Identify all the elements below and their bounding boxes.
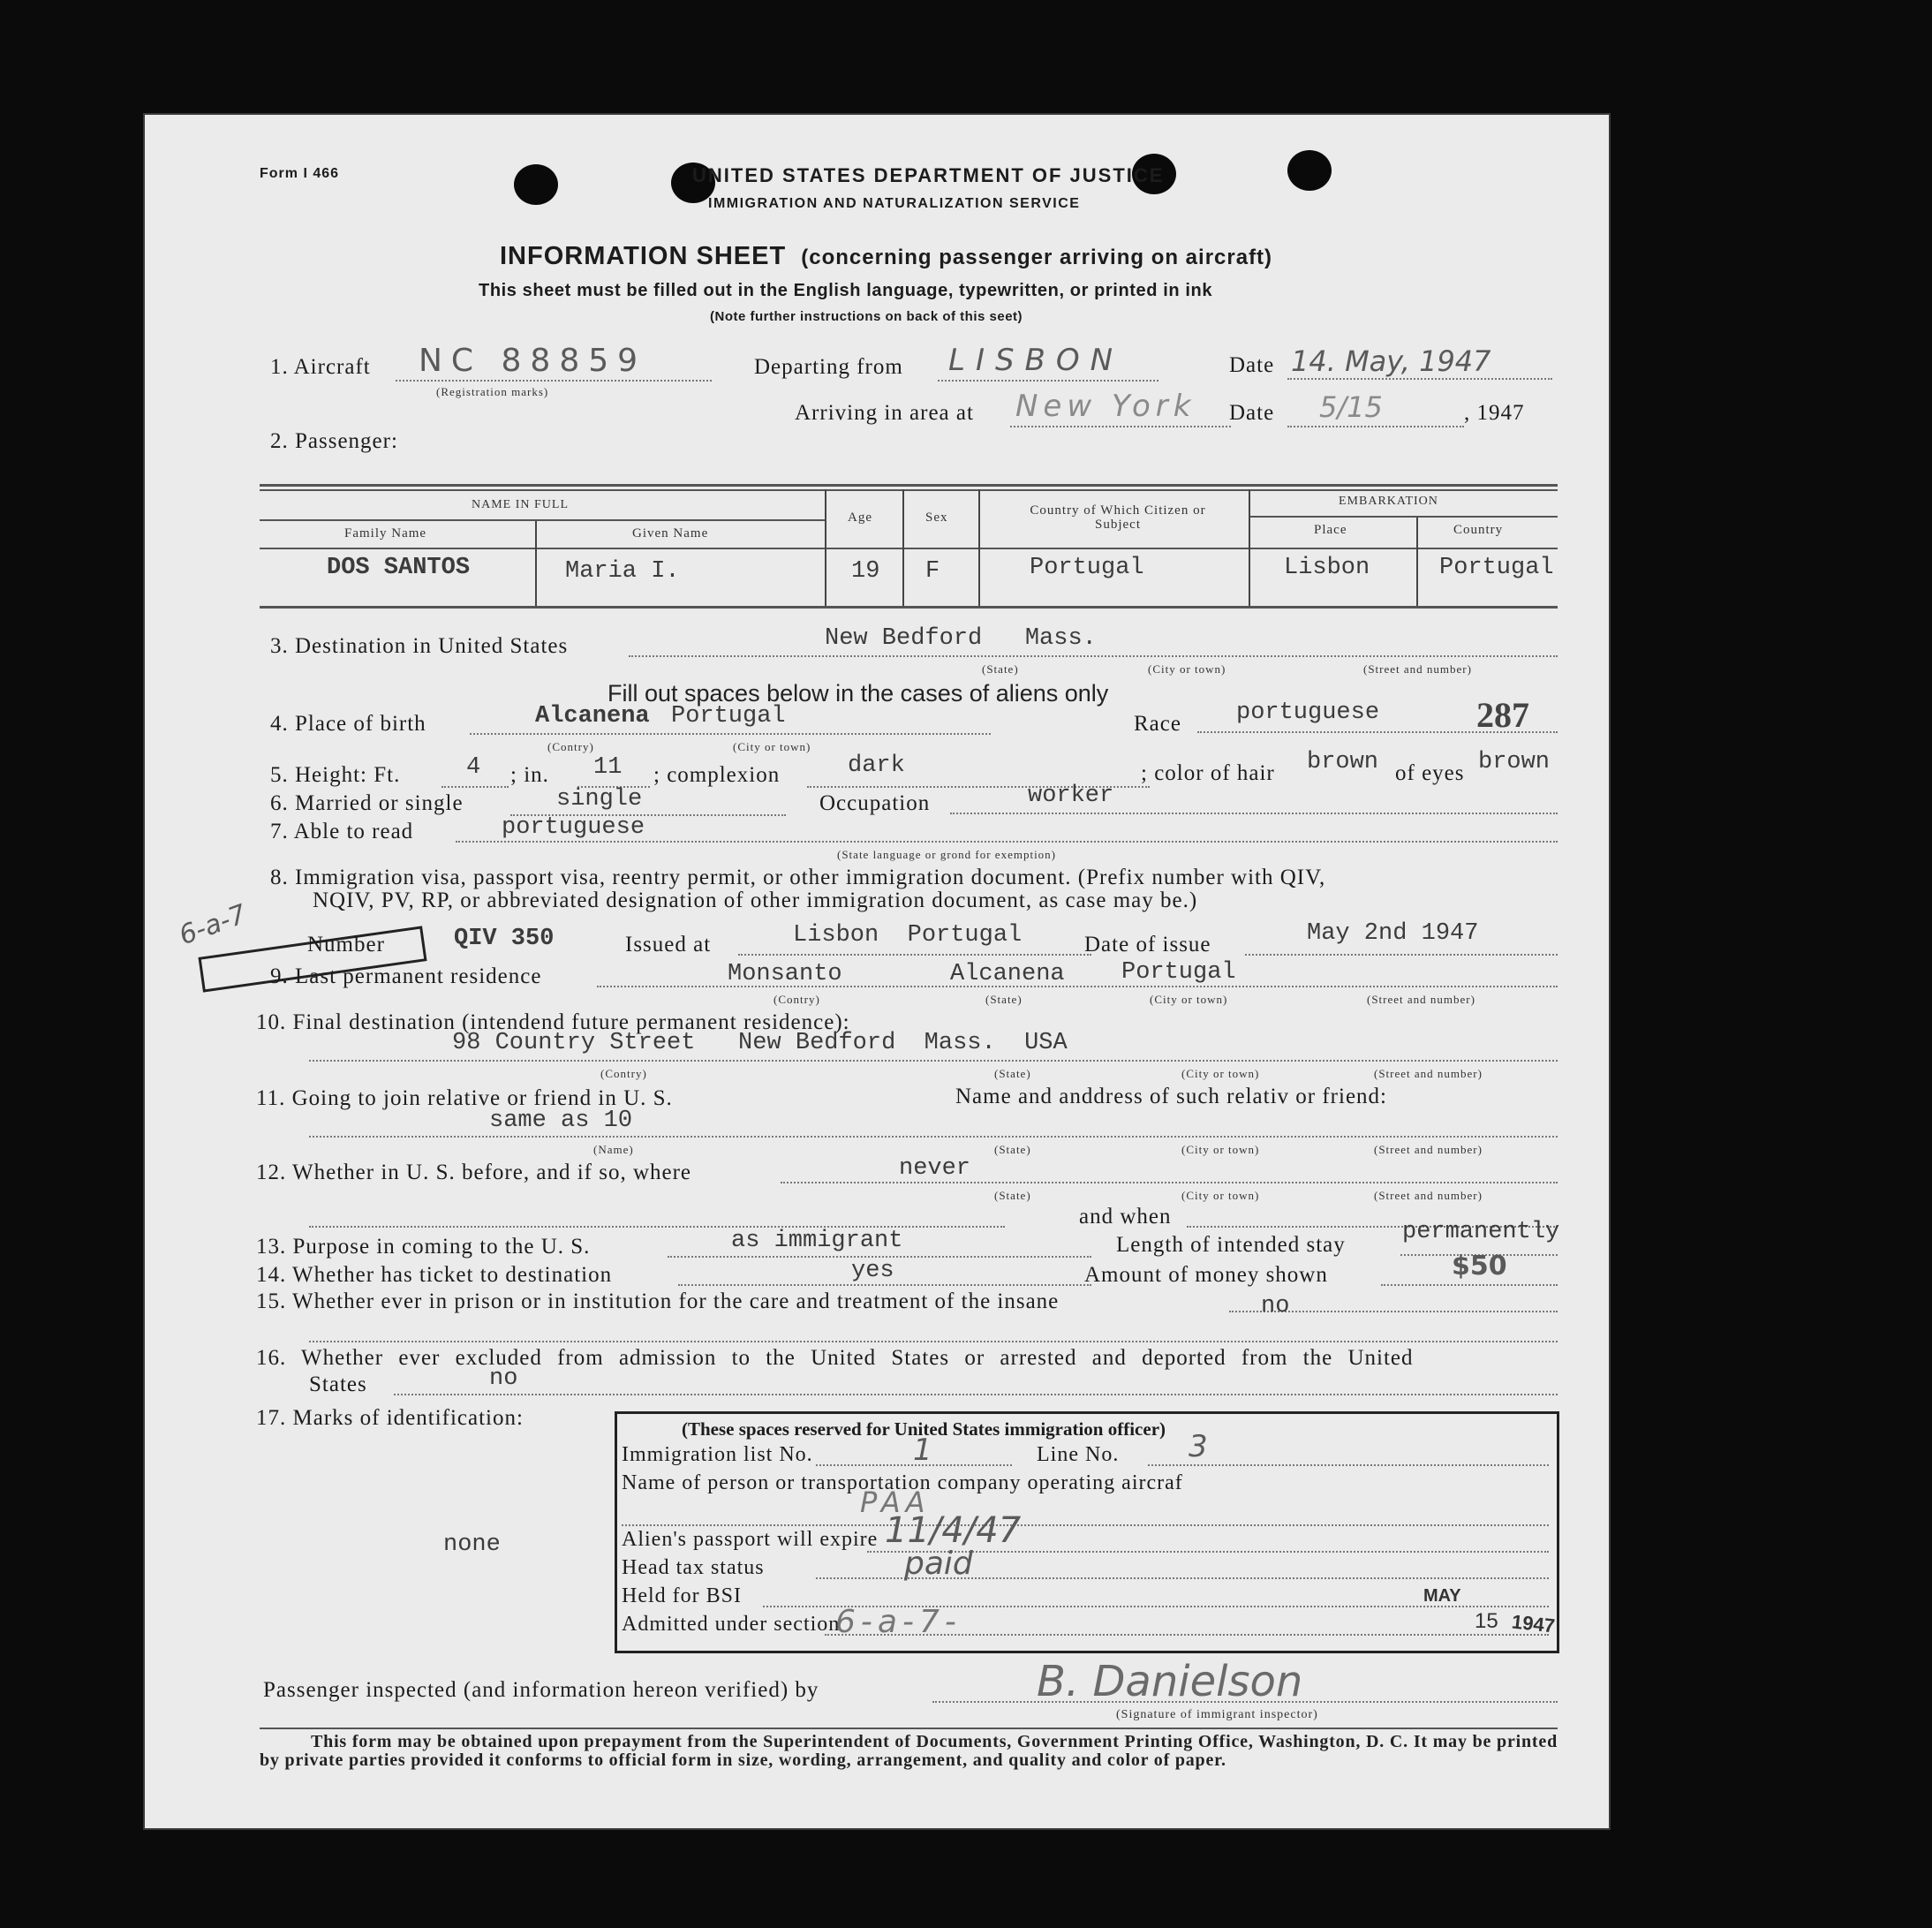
read-caption: (State language or grond for exemption) (837, 848, 1057, 861)
department-name: UNITED STATES DEPARTMENT OF JUSTICE (692, 164, 1165, 186)
embarkation-place: Lisbon (1284, 555, 1370, 581)
final-country-caption: (Contry) (600, 1067, 647, 1080)
arrival-year: , 1947 (1464, 401, 1525, 425)
identification-value: none (443, 1531, 501, 1558)
given-name-header: Given Name (632, 526, 709, 541)
sex-header: Sex (925, 510, 948, 525)
given-name: Maria I. (565, 558, 680, 585)
departing-label: Departing from (754, 355, 903, 379)
line-no-value: 3 (1189, 1429, 1208, 1464)
age-value: 19 (851, 558, 880, 585)
bsi-label: Held for BSI (622, 1584, 742, 1607)
departure-date: 14. May, 1947 (1291, 344, 1491, 378)
last-residence-city: Monsanto (728, 961, 842, 987)
ticket-label: 14. Whether has ticket to destination (256, 1263, 613, 1287)
final-street-caption: (Street and number) (1374, 1067, 1483, 1080)
relative-name-caption: (Name) (593, 1143, 634, 1156)
last-residence-country: Portugal (1121, 959, 1236, 986)
immigration-doc-text-1: 8. Immigration visa, passport visa, reentry permit, or other immigration document. (Prefix number with QIV, (270, 866, 1326, 889)
place-header: Place (1314, 523, 1347, 537)
money-label: Amount of money shown (1084, 1263, 1328, 1287)
passenger-label: 2. Passenger: (270, 429, 398, 453)
birth-city: Portugal (671, 703, 786, 730)
height-label: 5. Height: Ft. (270, 763, 401, 787)
date-label: Date (1229, 353, 1275, 377)
aircraft-label: 1. Aircraft (270, 355, 371, 379)
name-in-full-header: NAME IN FULL (472, 498, 569, 511)
marital-label: 6. Married or single (270, 791, 464, 815)
citizenship-value: Portugal (1030, 555, 1144, 581)
residence-city-caption: (City or town) (1150, 993, 1228, 1006)
immigration-doc-text-2: NQIV, PV, RP, or abbreviated designation of other immigration document, as case may be.) (313, 888, 1198, 912)
fill-instruction: This sheet must be filled out in the English language, typewritten, or printed in ink (479, 281, 1213, 300)
prison-value: no (1261, 1293, 1290, 1319)
company-label: Name of person or transportation company operating aircraf (622, 1471, 1183, 1494)
title-main: INFORMATION SHEET (500, 242, 787, 270)
residence-street-caption: (Street and number) (1367, 993, 1475, 1006)
prison-label: 15. Whether ever in prison or in institution for the care and treatment of the insane (256, 1289, 1060, 1313)
when-label: and when (1079, 1205, 1172, 1229)
relative-name-label: Name and anddress of such relativ or friend: (955, 1085, 1387, 1108)
family-name: DOS SANTOS (327, 555, 471, 581)
final-destination-label: 10. Final destination (intendend future permanent residence): (256, 1010, 850, 1034)
company-value: PAA (860, 1486, 931, 1519)
aliens-note: Fill out spaces below in the cases of aliens only (608, 680, 1109, 707)
marital-value: single (556, 786, 643, 813)
birth-country-caption: (Contry) (547, 740, 594, 753)
form-number: Form I 466 (260, 166, 340, 181)
birth-city-caption: (City or town) (733, 740, 811, 753)
destination-city-caption: (City or town) (1148, 662, 1226, 676)
occupation-label: Occupation (819, 791, 931, 815)
back-note: (Note further instructions on back of this seet) (710, 309, 1023, 324)
issued-at-label: Issued at (625, 933, 712, 956)
embarkation-country: Portugal (1439, 555, 1554, 581)
hair-value: brown (1307, 749, 1379, 775)
excluded-value: no (489, 1365, 518, 1392)
relative-value: same as 10 (489, 1108, 633, 1134)
eyes-label: of eyes (1395, 761, 1465, 785)
purpose-label: 13. Purpose in coming to the U. S. (256, 1235, 591, 1259)
occupation-value: worker (1028, 783, 1114, 809)
admitted-label: Admitted under section (622, 1613, 841, 1636)
height-feet: 4 (466, 754, 481, 781)
excluded-label: 16. Whether ever excluded from admission to the United States or arrested and deported from the United (256, 1346, 1414, 1370)
complexion-label: ; complexion (653, 763, 781, 787)
inspector-signature: B. Danielson (1037, 1657, 1303, 1706)
number-label: Number (307, 933, 385, 956)
complexion-value: dark (848, 752, 905, 779)
hair-label: ; color of hair (1141, 761, 1275, 785)
eyes-value: brown (1478, 749, 1551, 775)
last-residence-state: Alcanena (950, 961, 1065, 987)
ticket-value: yes (851, 1258, 894, 1284)
punch-hole-1 (514, 164, 558, 205)
birthplace-label: 4. Place of birth (270, 712, 426, 736)
list-no-value: 1 (913, 1433, 932, 1468)
arriving-label: Arriving in area at (795, 401, 974, 425)
race-code: 287 (1476, 695, 1529, 735)
issued-at-value: Lisbon Portugal (793, 922, 1023, 949)
residence-country-caption: (Contry) (774, 993, 820, 1006)
embarkation-header: EMBARKATION (1339, 495, 1438, 508)
citizenship-header: Country of Which Citizen or Subject (1030, 503, 1206, 532)
passport-value: 11/4/47 (885, 1510, 1022, 1551)
arrival-date-label: Date (1229, 401, 1275, 425)
emb-country-header: Country (1453, 523, 1504, 537)
margin-note: 6-a-7 (175, 898, 251, 952)
aircraft-value: NC 88859 (419, 343, 647, 379)
read-label: 7. Able to read (270, 820, 414, 843)
identification-label: 17. Marks of identification: (256, 1406, 524, 1430)
stamp-year: 1947 (1510, 1610, 1557, 1637)
stamp-day: 15 (1475, 1609, 1498, 1633)
registration-caption: (Registration marks) (436, 385, 549, 398)
line-no-label: Line No. (1037, 1443, 1120, 1466)
stamp-month: MAY (1423, 1586, 1461, 1606)
previous-us-label: 12. Whether in U. S. before, and if so, where (256, 1161, 692, 1184)
arrival-date: 5/15 (1319, 390, 1383, 424)
money-value: $50 (1452, 1251, 1507, 1282)
purpose-value: as immigrant (731, 1228, 903, 1254)
footer-note: This form may be obtained upon prepayment from the Superintendent of Documents, Government Printing Office, Washington, D. C. It may be printed by private parties provided it conforms to official form in size, wording, arrangement, and quality and color of paper. (260, 1732, 1558, 1770)
arriving-value: New York (1015, 389, 1196, 424)
residence-state-caption: (State) (985, 993, 1023, 1006)
form-sheet (145, 115, 1609, 1828)
race-label: Race (1134, 712, 1181, 736)
previous-state-caption: (State) (994, 1189, 1031, 1202)
issue-date-value: May 2nd 1947 (1307, 920, 1479, 947)
family-name-header: Family Name (344, 526, 427, 541)
sex-value: F (925, 558, 940, 585)
admitted-value: 6-a-7- (835, 1604, 962, 1640)
service-name: IMMIGRATION AND NATURALIZATION SERVICE (708, 196, 1081, 211)
destination-street-caption: (Street and number) (1363, 662, 1472, 676)
inches-label: ; in. (510, 763, 549, 787)
previous-street-caption: (Street and number) (1374, 1189, 1483, 1202)
relative-street-caption: (Street and number) (1374, 1143, 1483, 1156)
destination-value: New Bedford Mass. (825, 625, 1097, 652)
final-city-caption: (City or town) (1181, 1067, 1260, 1080)
inspector-label: Passenger inspected (and information hereon verified) by (263, 1678, 819, 1702)
stay-value: permanently (1402, 1219, 1560, 1245)
list-no-label: Immigration list No. (622, 1443, 813, 1466)
passport-label: Alien's passport will expire (622, 1528, 879, 1551)
relative-city-caption: (City or town) (1181, 1143, 1260, 1156)
relative-state-caption: (State) (994, 1143, 1031, 1156)
headtax-value: paid (904, 1546, 973, 1582)
form-title (500, 242, 1272, 271)
age-header: Age (848, 510, 872, 525)
last-residence-label: 9. Last permanent residence (270, 964, 542, 988)
join-relative-label: 11. Going to join relative or friend in U. S. (256, 1086, 673, 1110)
stay-label: Length of intended stay (1116, 1233, 1346, 1257)
punch-hole-4 (1287, 150, 1332, 191)
final-state-caption: (State) (994, 1067, 1031, 1080)
final-destination-value: 98 Country Street New Bedford Mass. USA (452, 1030, 1068, 1056)
destination-label: 3. Destination in United States (270, 634, 569, 658)
headtax-label: Head tax status (622, 1556, 765, 1579)
height-inches: 11 (593, 754, 623, 781)
previous-city-caption: (City or town) (1181, 1189, 1260, 1202)
previous-us-value: never (899, 1155, 971, 1182)
departing-value: LISBON (948, 343, 1124, 378)
race-value: portuguese (1236, 699, 1380, 726)
read-value: portuguese (502, 814, 645, 841)
document-number: QIV 350 (454, 926, 555, 952)
inspector-caption: (Signature of immigrant inspector) (1116, 1708, 1318, 1721)
destination-state-caption: (State) (982, 662, 1019, 676)
officer-box-title: (These spaces reserved for United States immigration officer) (682, 1418, 1166, 1440)
issue-date-label: Date of issue (1084, 933, 1211, 956)
excluded-label-2: States (309, 1372, 367, 1396)
title-sub: (concerning passenger arriving on aircraft) (801, 246, 1273, 269)
birth-country: Alcanena (535, 703, 650, 730)
